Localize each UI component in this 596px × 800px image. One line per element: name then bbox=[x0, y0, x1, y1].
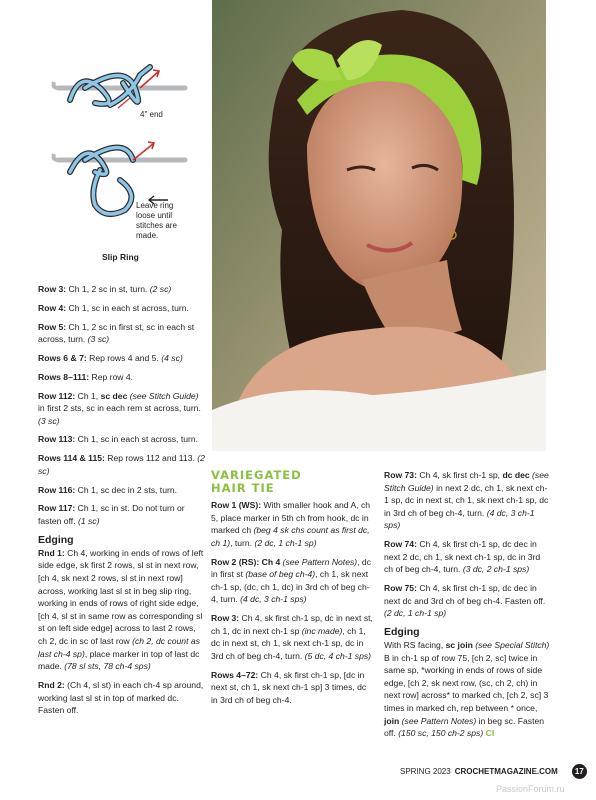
pattern-row: Row 5: Ch 1, 2 sc in first st, sc in each st across, turn. (3 sc) bbox=[38, 321, 195, 345]
pattern-row: Row 112: Ch 1, sc dec (see Stitch Guide) in first 2 sts, sc in each rem st across, turn. (3 sc) bbox=[38, 390, 201, 426]
pattern-row: Row 73: Ch 4, sk first ch-1 sp, dc dec (see Stitch Guide) in next 2 dc, ch 1, sk next ch-1 sp, dc in next st, ch 1, sk next ch-1 sp, dc in 3rd ch of beg ch-4, turn. (4 dc, 3 ch-1 sps) bbox=[384, 470, 549, 531]
pattern-row: Rows 4–72: Ch 4, sk first ch-1 sp, [dc in next st, ch 1, sk next ch-1 sp] 3 times, dc in 3rd ch of beg ch-4. bbox=[211, 669, 367, 705]
slip-ring-diagram bbox=[40, 60, 200, 265]
model-illustration bbox=[212, 0, 546, 451]
pattern-row: Row 74: Ch 4, sk first ch-1 sp, dc dec in next 2 dc, ch 1, sk next ch-1 sp, dc in 3rd ch of beg ch-4, turn. (3 dc, 2 ch-1 sps) bbox=[384, 539, 541, 575]
section-title-line: VARIEGATED bbox=[211, 468, 302, 482]
diagram-caption: Slip Ring bbox=[102, 252, 139, 262]
edging-heading: Edging bbox=[384, 626, 420, 639]
pattern-row: Rows 6 & 7: Rep rows 4 and 5. (4 sc) bbox=[38, 352, 183, 363]
ring-note-line: made. bbox=[136, 231, 159, 240]
pattern-row: Row 113: Ch 1, sc in each st across, turn. bbox=[38, 434, 199, 445]
round-1: Rnd 1: Ch 4, working in ends of rows of left side edge, sk first 2 rows, sl st in next row, [ch 4, sk next 2 rows, sl st in next row] across, working last sl st in beg slip ring, working in ends of rows of right side edge, [ch 4, sl st in same row as corresponding sl st on left side edge] across to last 2 rows, ch 2, dc in sc of last row (ch 2, dc count as last ch-4 sp), place marker in top of last dc made. (78 sl sts, 78 ch-4 sps) bbox=[38, 547, 204, 672]
ring-note bbox=[136, 201, 177, 241]
pattern-row: Row 1 (WS): With smaller hook and A, ch 5, place marker in 5th ch from hook, dc in marked ch (beg 4 sk chs count as first dc, ch 1), turn. (2 dc, 1 ch-1 sp) bbox=[211, 500, 371, 548]
pattern-row: Row 4: Ch 1, sc in each st across, turn. bbox=[38, 302, 189, 313]
section-title-line: HAIR TIE bbox=[211, 481, 275, 495]
round-2: Rnd 2: (Ch 4, sl st) in each ch-4 sp around, working last sl st in top of marked dc. Fasten off. bbox=[38, 679, 204, 716]
edging-instructions: With RS facing, sc join (see Special Stitch) B in ch-1 sp of row 75, [ch 2, sc] twice in same sp, *working in ends of rows of side edge, [ch 2, sk next row, (sc, ch 2, ch) in next row] across* to marked ch, [ch 2, sc] 3 times in marked ch, rep between * once, join (see Pattern Notes) in beg sc. Fasten off. (150 sc, 150 ch-2 sps) CI bbox=[384, 640, 550, 739]
end-mark: CI bbox=[483, 728, 495, 739]
magazine-site: CROCHETMAGAZINE.COM bbox=[454, 766, 558, 776]
watermark: PassionForum.ru bbox=[496, 784, 565, 794]
pattern-row: Row 116: Ch 1, sc dec in 2 sts, turn. bbox=[38, 484, 178, 495]
right-column bbox=[384, 469, 550, 746]
pattern-row: Row 3: Ch 1, 2 sc in st, turn. (2 sc) bbox=[38, 284, 172, 294]
page-footer bbox=[400, 764, 587, 778]
pattern-row: Row 75: Ch 4, sk first ch-1 sp, dc dec in next dc and 3rd ch of beg ch-4. Fasten off. (2 dc, 1 ch-1 sp) bbox=[384, 583, 546, 619]
middle-column bbox=[211, 469, 374, 713]
pattern-row: Row 3: Ch 4, sk first ch-1 sp, dc in next st, ch 1, dc in next ch-1 sp (inc made), ch 1, dc in next st, ch 1, sk next ch-1 sp, dc in 3rd ch of beg ch-4, turn. (5 dc, 4 ch-1 sps) bbox=[211, 613, 373, 661]
left-column bbox=[38, 283, 206, 723]
pattern-row: Rows 8–111: Rep row 4. bbox=[38, 371, 134, 382]
edging-heading: Edging bbox=[38, 533, 74, 546]
pattern-row: Rows 114 & 115: Rep rows 112 and 113. (2 sc) bbox=[38, 453, 205, 476]
end-label: 4" end bbox=[140, 110, 163, 119]
pattern-row: Row 2 (RS): Ch 4 (see Pattern Notes), dc in first st (base of beg ch-4), ch 1, sk next ch-1 sp, (dc, ch 1, dc) in 3rd ch of beg ch-4, turn. (4 dc, 3 ch-1 sps) bbox=[211, 556, 371, 605]
ring-note-line: stitches are bbox=[136, 221, 177, 230]
section-title bbox=[211, 469, 374, 495]
page-number: 17 bbox=[572, 764, 587, 779]
ring-note-line: Leave ring bbox=[136, 201, 174, 210]
model-photo bbox=[212, 0, 546, 451]
issue-season: SPRING 2023 bbox=[400, 766, 451, 776]
pattern-row: Row 117: Ch 1, sc in st. Do not turn or fasten off. (1 sc) bbox=[38, 503, 185, 526]
ring-note-line: loose until bbox=[136, 211, 173, 220]
